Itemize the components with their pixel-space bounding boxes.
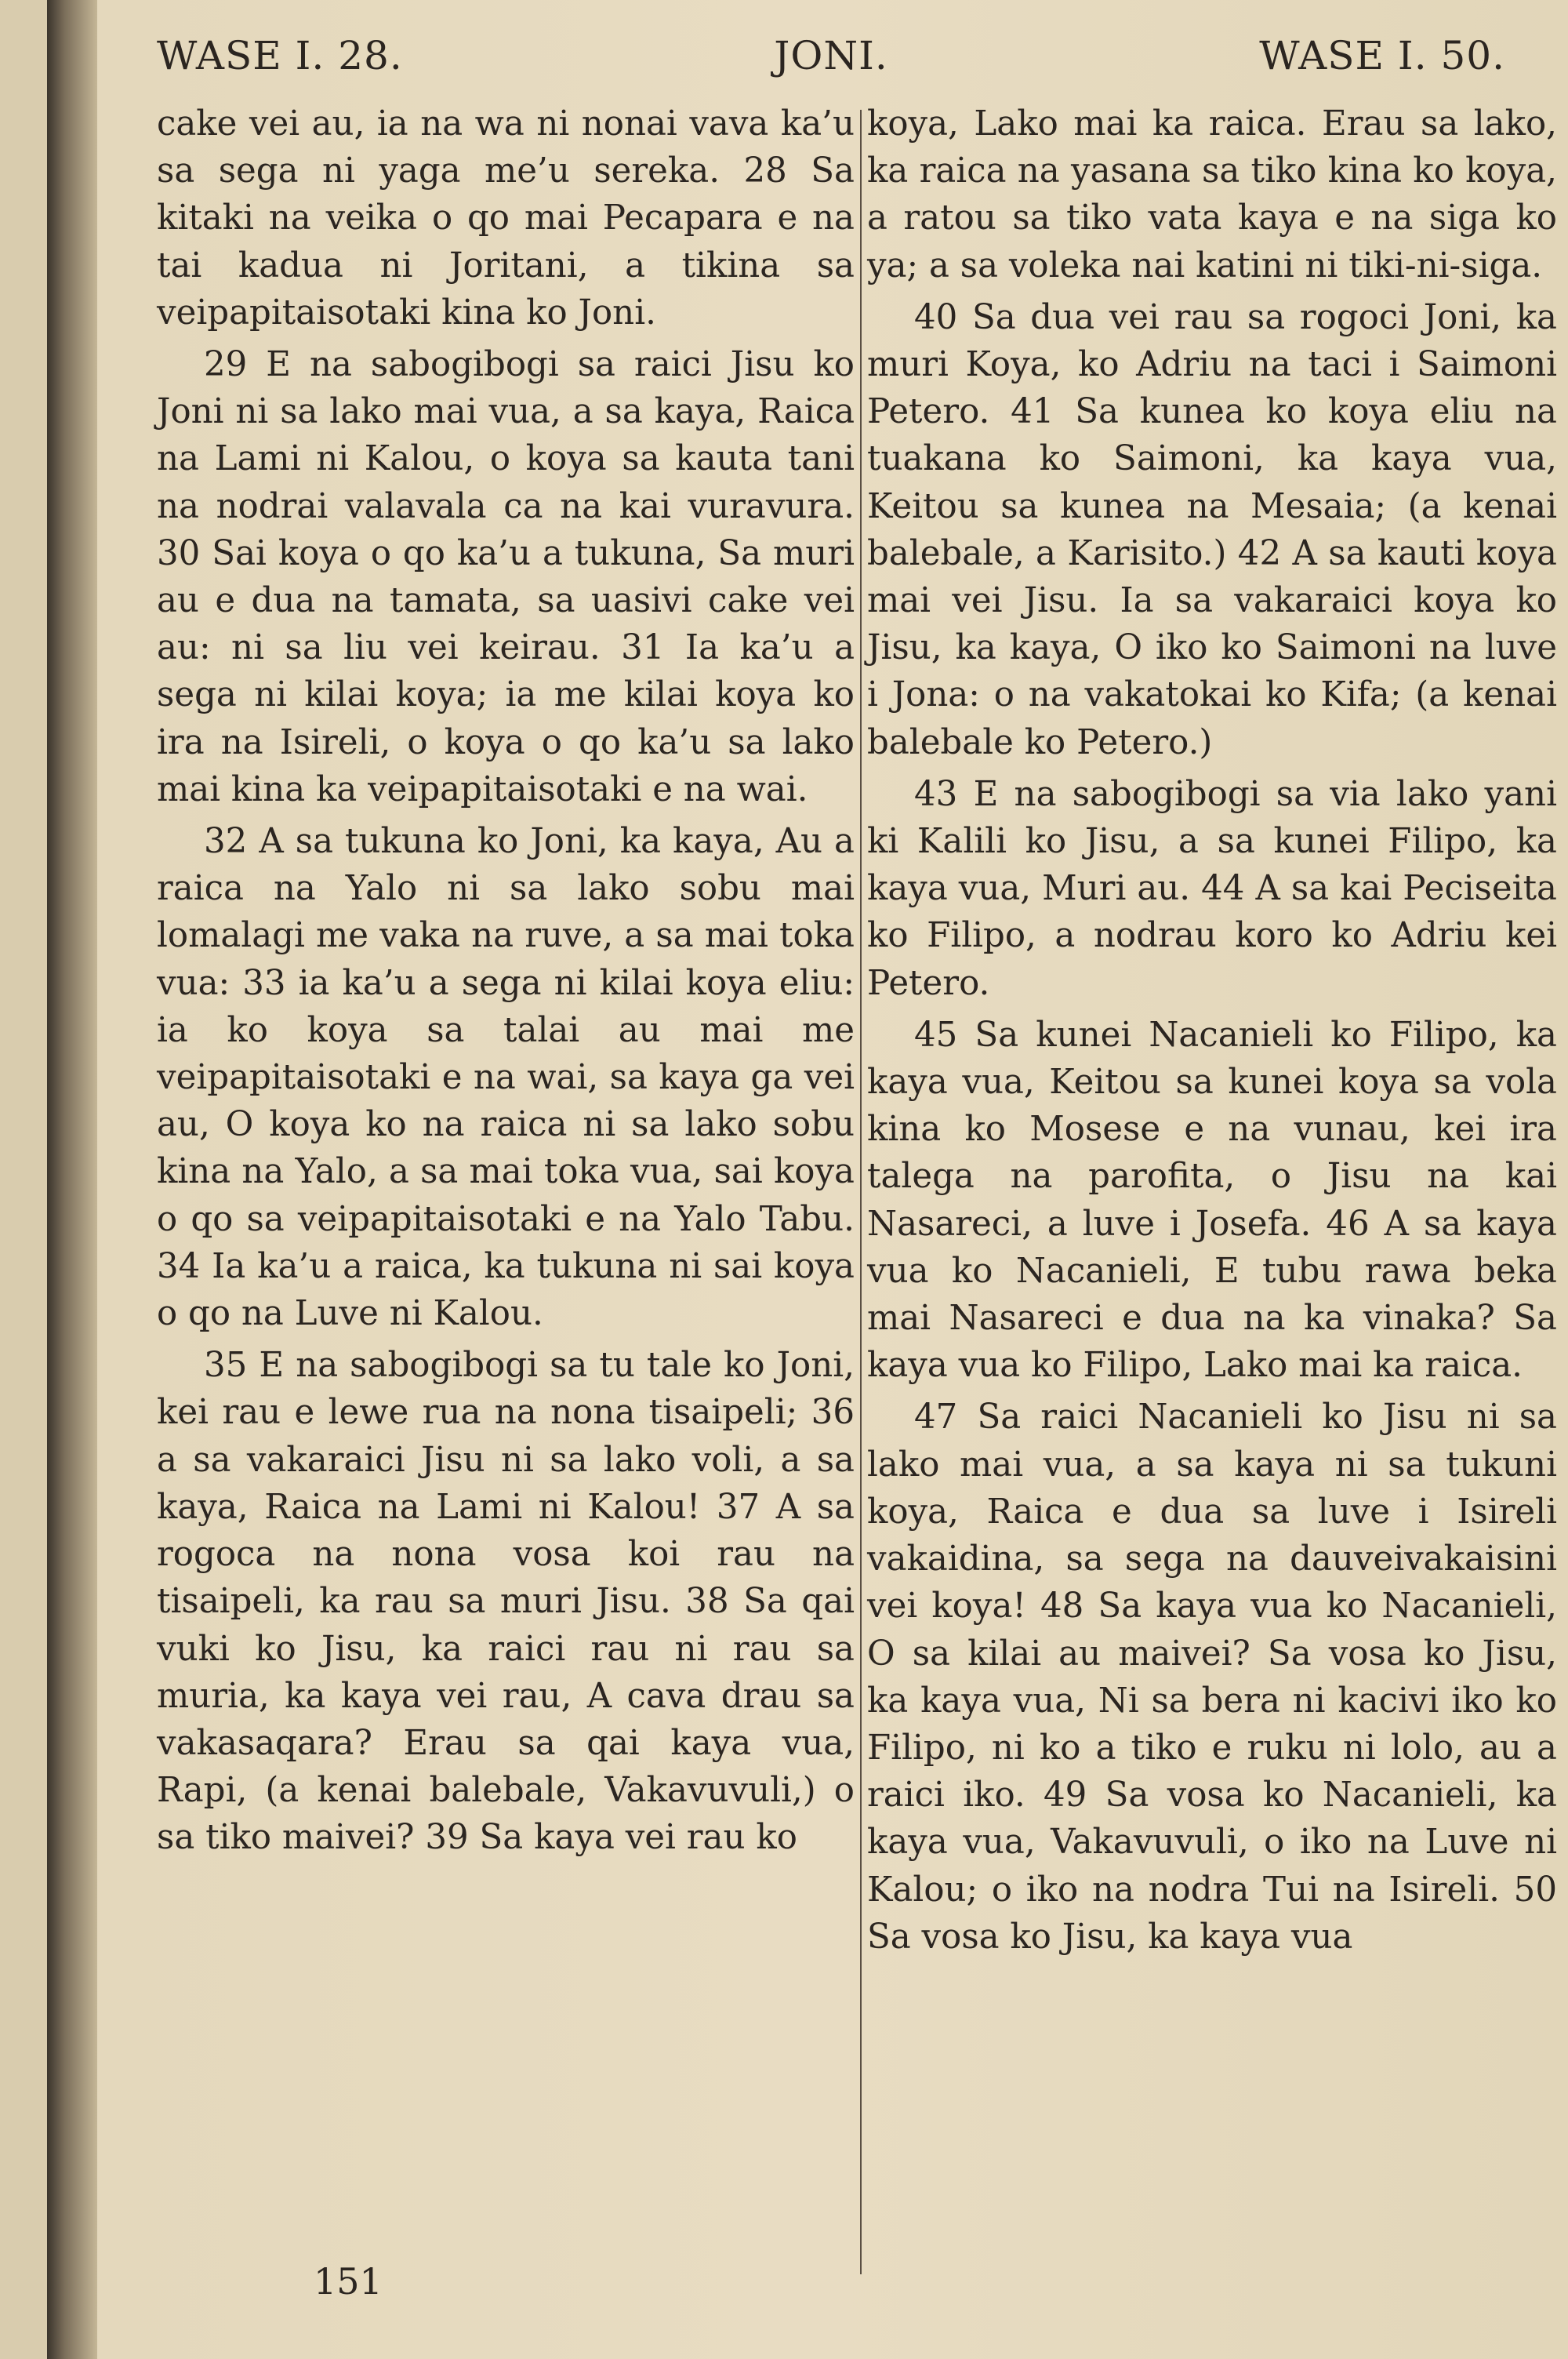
book-page [47, 0, 1568, 2359]
paragraph: 32 A sa tukuna ko Joni, ka kaya, Au a raica na Yalo ni sa lako sobu mai lomalagi me vaka na ruve, a sa mai toka vua: 33 ia ka’u a sega ni kilai koya eliu: ia ko koya sa talai au mai me veipapitaisotaki e na wai, sa kaya ga vei au, O koya ko na raica ni sa lako sobu kina na Yalo, a sa mai toka vua, sai koya o qo sa veipapitaisotaki e na Yalo Tabu. 34 Ia ka’u a raica, ka tukuna ni sai koya o qo na Luve ni Kalou. [157, 822, 855, 1334]
page-number: 151 [314, 2260, 383, 2303]
column-divider [860, 110, 862, 2274]
left-column [157, 100, 855, 1866]
running-header [157, 33, 1505, 88]
header-right-reference: WASE I. 50. [1259, 33, 1505, 78]
header-book-title: JONI. [774, 33, 888, 78]
paragraph: 45 Sa kunei Nacanieli ko Filipo, ka kaya vua, Keitou sa kunei koya sa vola kina ko Mosese e na vunau, kei ira talega na parofita, o Jisu na kai Nasareci, a luve i Josefa. 46 A sa kaya vua ko Nacanieli, E tubu rawa beka mai Nasareci e dua na ka vinaka? Sa kaya vua ko Filipo, Lako mai ka raica. [867, 1015, 1557, 1386]
paragraph: 43 E na sabogibogi sa via lako yani ki Kalili ko Jisu, a sa kunei Filipo, ka kaya vua, Muri au. 44 A sa kai Peciseita ko Filipo, a nodrau koro ko Adriu kei Petero. [867, 774, 1557, 1003]
paragraph: cake vei au, ia na wa ni nonai vava ka’u sa sega ni yaga me’u sereka. 28 Sa kitaki na veika o qo mai Pecapara e na tai kadua ni Joritani, a tikina sa veipapitaisotaki kina ko Joni. [157, 104, 855, 333]
paragraph: 35 E na sabogibogi sa tu tale ko Joni, kei rau e lewe rua na nona tisaipeli; 36 a sa vakaraici Jisu ni sa lako voli, a sa kaya, Raica na Lami ni Kalou! 37 A sa rogoca na nona vosa koi rau na tisaipeli, ka rau sa muri Jisu. 38 Sa qai vuki ko Jisu, ka raici rau ni rau sa muria, ka kaya vei rau, A cava drau sa vakasaqara? Erau sa qai kaya vua, Rapi, (a kenai balebale, Vakavuvuli,) o sa tiko maivei? 39 Sa kaya vei rau ko [157, 1346, 855, 1858]
header-left-reference: WASE I. 28. [157, 33, 403, 78]
paragraph: koya, Lako mai ka raica. Erau sa lako, ka raica na yasana sa tiko kina ko koya, a ratou sa tiko vata kaya e na siga ko ya; a sa voleka nai katini ni tiki-ni-siga. [867, 104, 1557, 285]
facing-page-edge [47, 0, 97, 2359]
right-column [867, 100, 1557, 1965]
paragraph: 47 Sa raici Nacanieli ko Jisu ni sa lako mai vua, a sa kaya ni sa tukuni koya, Raica e dua sa luve i Isireli vakaidina, sa sega na dauveivakaisini vei koya! 48 Sa kaya vua ko Nacanieli, O sa kilai au maivei? Sa vosa ko Jisu, ka kaya vua, Ni sa bera ni kacivi iko ko Filipo, ni ko a tiko e ruku ni lolo, au a raici iko. 49 Sa vosa ko Nacanieli, ka kaya vua, Vakavuvuli, o iko na Luve ni Kalou; o iko na nodra Tui na Isireli. 50 Sa vosa ko Jisu, ka kaya vua [867, 1398, 1557, 1957]
paragraph: 40 Sa dua vei rau sa rogoci Joni, ka muri Koya, ko Adriu na taci i Saimoni Petero. 41 Sa kunea ko koya eliu na tuakana ko Saimoni, ka kaya vua, Keitou sa kunea na Mesaia; (a kenai balebale, a Karisito.) 42 A sa kauti koya mai vei Jisu. Ia sa vakaraici koya ko Jisu, ka kaya, O iko ko Saimoni na luve i Jona: o na vakatokai ko Kifa; (a kenai balebale ko Petero.) [867, 297, 1557, 762]
paragraph: 29 E na sabogibogi sa raici Jisu ko Joni ni sa lako mai vua, a sa kaya, Raica na Lami ni Kalou, o koya sa kauta tani na nodrai valavala ca na kai vuravura. 30 Sai koya o qo ka’u a tukuna, Sa muri au e dua na tamata, sa uasivi cake vei au: ni sa liu vei keirau. 31 Ia ka’u a sega ni kilai koya; ia me kilai koya ko ira na Isireli, o koya o qo ka’u sa lako mai kina ka veipapitaisotaki e na wai. [157, 345, 855, 809]
